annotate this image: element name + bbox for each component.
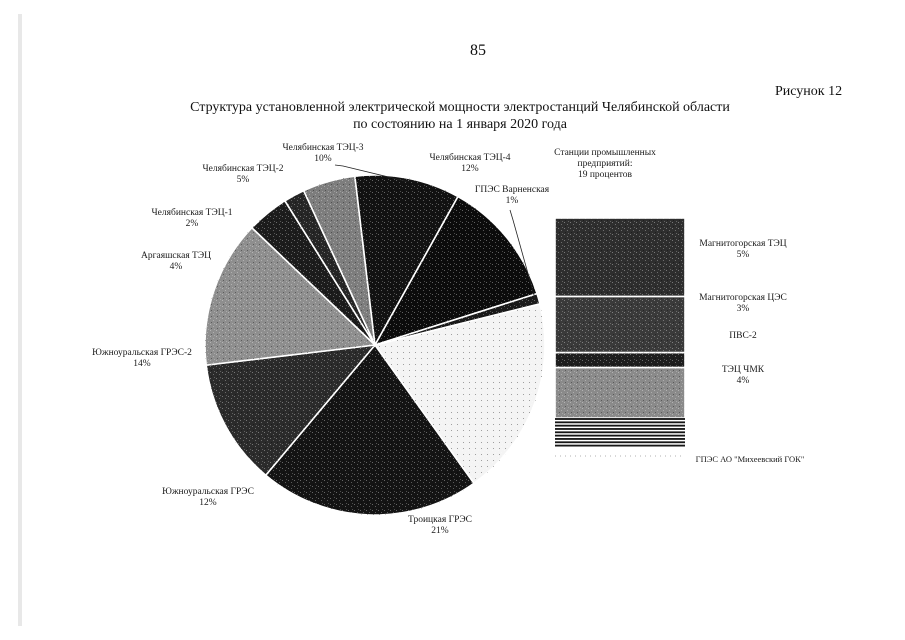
- bar-segment-2: [555, 353, 685, 368]
- chart-title-line-1: Структура установленной электрической мощности электростанций Челябинской области: [190, 100, 730, 115]
- pie-label-0: Троицкая ГРЭС 21%: [408, 515, 472, 536]
- pie-label-1: Южноуральская ГРЭС 12%: [162, 487, 254, 508]
- bar-label-3: ТЭЦ ЧМК 4%: [721, 365, 765, 386]
- page-number: 85: [470, 42, 486, 59]
- bar-label-4: ГПЭС АО "Михеевский ГОК": [695, 454, 805, 464]
- bar-segment-0: [555, 218, 685, 297]
- pie-label-4: Челябинская ТЭЦ-1 2%: [151, 208, 233, 229]
- bar-segment-4: [555, 418, 685, 446]
- bar-label-0: Магнитогорская ТЭЦ 5%: [699, 239, 787, 260]
- pie-label-6: Челябинская ТЭЦ-3 10%: [282, 143, 364, 164]
- bar-label-2: ПВС-2: [729, 331, 757, 341]
- bar-label-1: Магнитогорская ЦЭС 3%: [699, 293, 787, 314]
- pie-chart: [205, 175, 545, 515]
- stacked-bar-chart: [555, 218, 685, 456]
- chart-title-line-2: по состоянию на 1 января 2020 года: [353, 117, 567, 132]
- bar-segment-3: [555, 368, 685, 418]
- industrial-stations-label: Станции промышленных предприятий: 19 процентов: [554, 148, 656, 180]
- bar-segment-1: [555, 297, 685, 353]
- figure-label: Рисунок 12: [775, 84, 843, 99]
- pie-label-5: Челябинская ТЭЦ-2 5%: [202, 164, 284, 185]
- pie-label-2: Южноуральская ГРЭС-2 14%: [92, 348, 192, 369]
- pie-label-3: Аргаяшская ТЭЦ 4%: [141, 251, 211, 272]
- pie-label-8: ГПЭС Варненская 1%: [474, 185, 550, 206]
- pie-label-7: Челябинская ТЭЦ-4 12%: [429, 153, 511, 174]
